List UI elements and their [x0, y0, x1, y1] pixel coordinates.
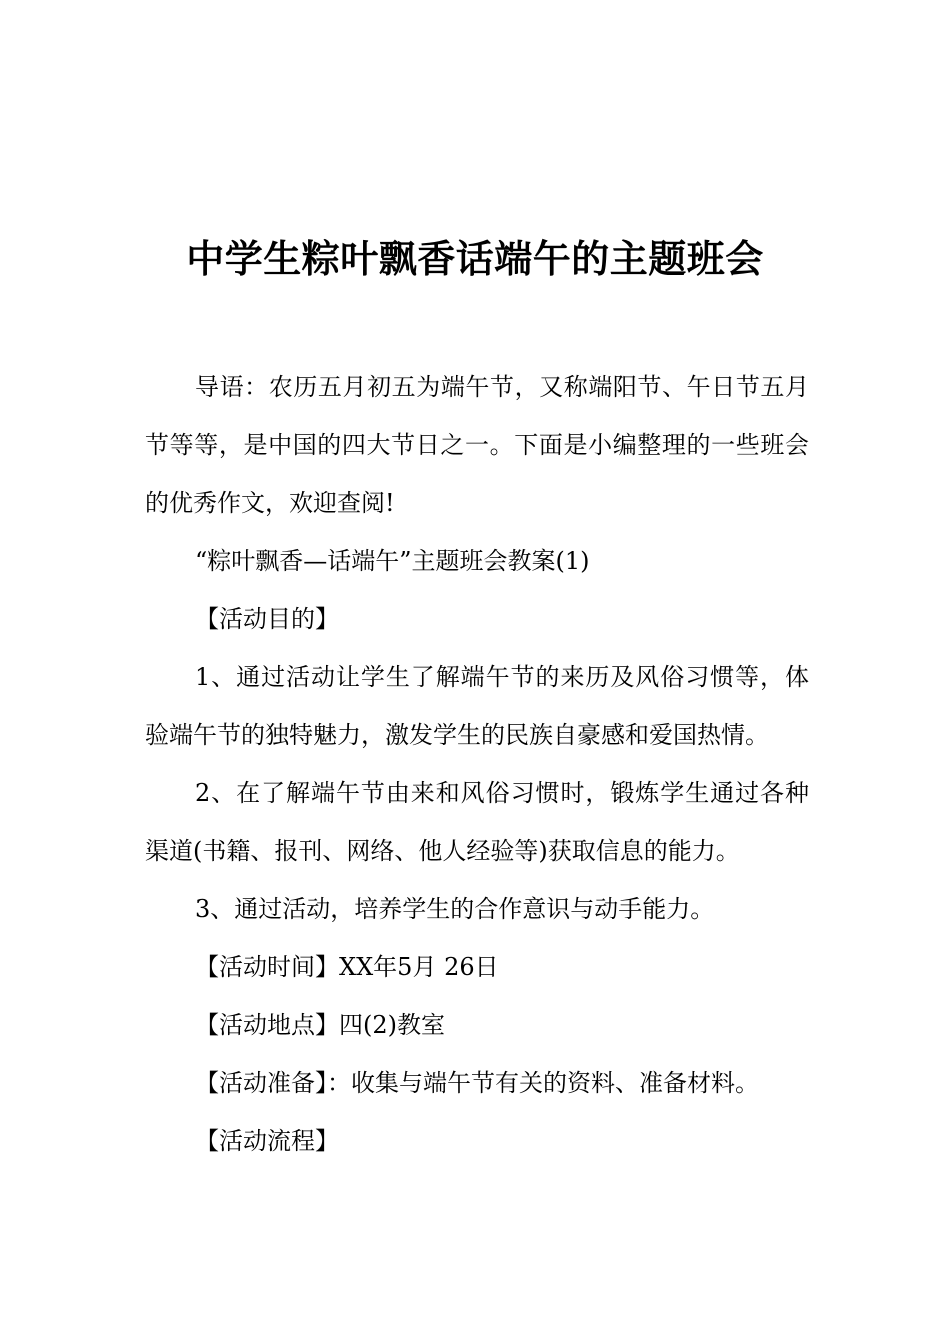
- purpose-item-3: 3、通过活动，培养学生的合作意识与动手能力。: [195, 895, 715, 923]
- intro-paragraph: 导语：农历五月初五为端午节，又称端阳节、午日节五月节等等，是中国的四大节日之一。下面是小编整理的一些班会的优秀作文，欢迎查阅!: [145, 373, 809, 517]
- document-body: [145, 358, 809, 1170]
- lesson-plan-heading: “粽叶飘香—话端午”主题班会教案(1): [195, 547, 590, 575]
- purpose-item-1: 1、通过活动让学生了解端午节的来历及风俗习惯等，体验端午节的独特魅力，激发学生的民族自豪感和爱国热情。: [145, 663, 809, 749]
- document-title: 中学生粽叶飘香话端午的主题班会: [186, 237, 764, 281]
- activity-location: 【活动地点】四(2)教室: [195, 1011, 445, 1039]
- section-heading-purpose: 【活动目的】: [195, 605, 339, 633]
- activity-time: 【活动时间】XX年5月 26日: [195, 953, 499, 981]
- section-heading-process: 【活动流程】: [195, 1127, 339, 1155]
- activity-preparation: 【活动准备】：收集与端午节有关的资料、准备材料。: [195, 1069, 759, 1097]
- purpose-item-2: 2、在了解端午节由来和风俗习惯时，锻炼学生通过各种渠道(书籍、报刊、网络、他人经验等)获取信息的能力。: [145, 779, 809, 865]
